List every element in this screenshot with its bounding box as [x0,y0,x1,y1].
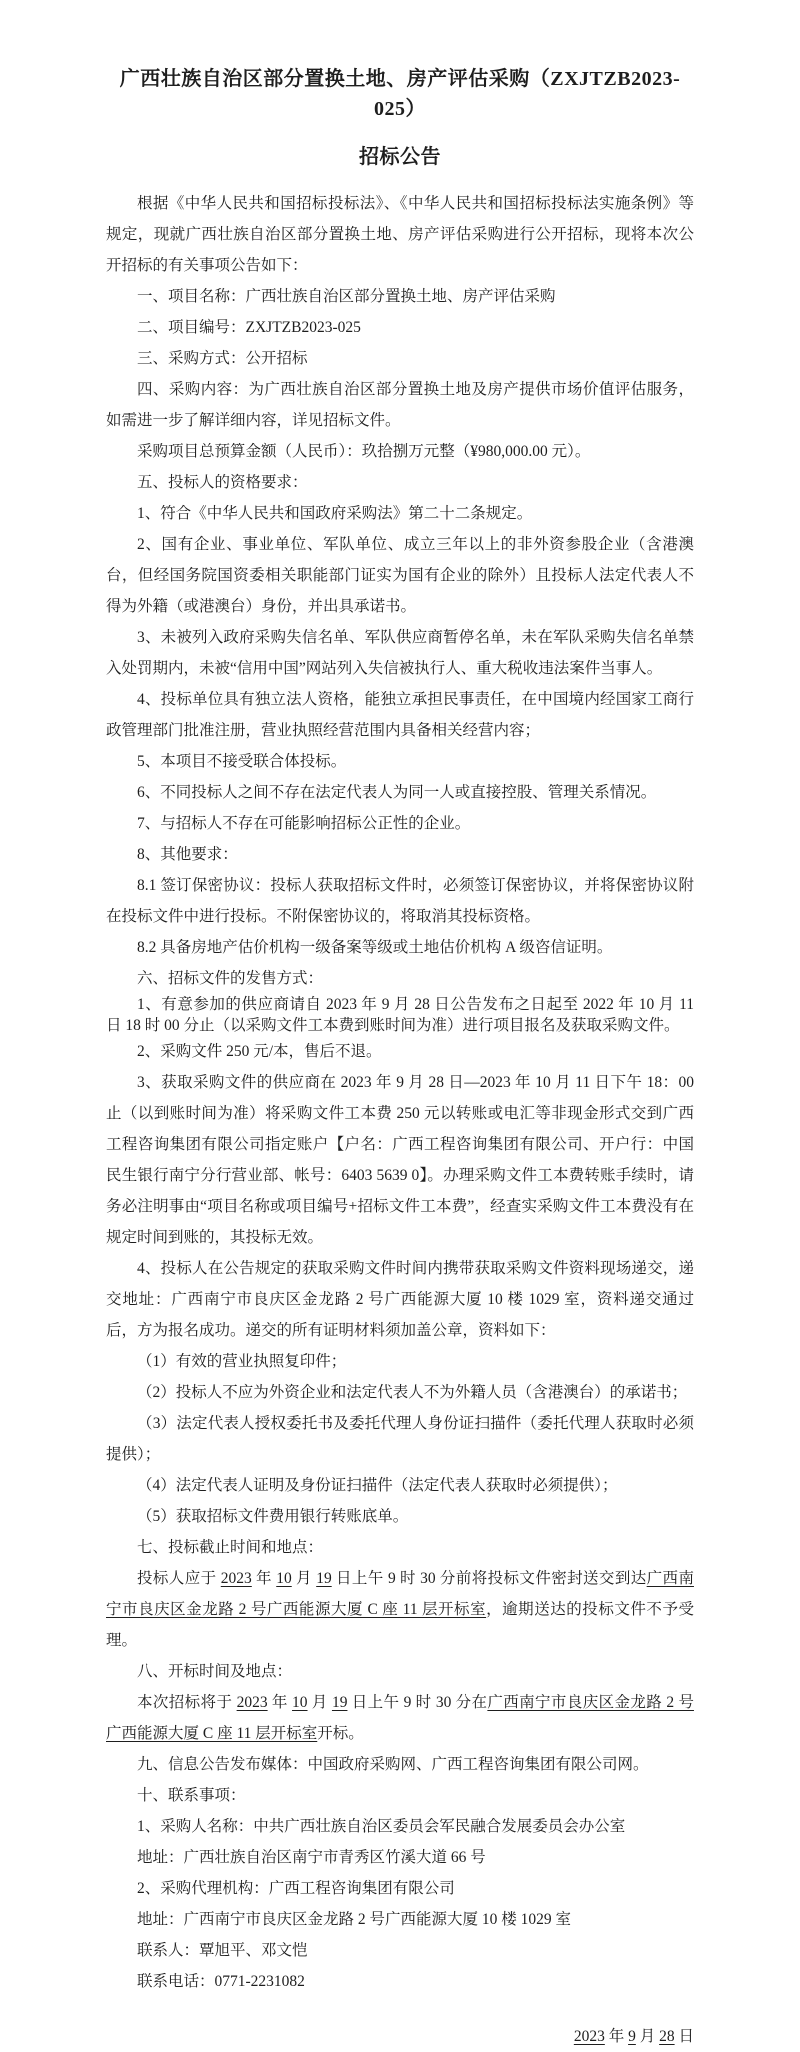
text-run: 八、开标时间及地点： [137,1663,293,1680]
text-run: （4）法定代表人证明及身份证扫描件（法定代表人获取时必须提供）； [137,1477,618,1494]
text-run: 七、投标截止时间和地点： [137,1539,324,1556]
paragraph [106,839,694,870]
paragraph [106,1036,694,1067]
text-run: 2、采购代理机构：广西工程咨询集团有限公司 [137,1880,455,1897]
underlined-text-run: 19 [331,1694,348,1711]
underlined-text-run: 2023 [573,2028,605,2045]
text-run: 年 [604,2028,629,2045]
paragraph [106,1935,694,1966]
text-run: 1、采购人名称：中共广西壮族自治区委员会军民融合发展委员会办公室 [137,1818,626,1835]
paragraph [106,1253,694,1346]
paragraph [106,2021,694,2052]
underlined-text-run: 19 [316,1570,332,1587]
paragraph [106,529,694,622]
text-run: 五、投标人的资格要求： [137,474,308,491]
paragraph [106,994,694,1036]
text-run: 一、项目名称：广西壮族自治区部分置换土地、房产评估采购 [137,288,556,305]
paragraph [106,1563,694,1656]
paragraph [106,374,694,436]
paragraph [106,1501,694,1532]
paragraph [106,808,694,839]
paragraph [106,684,694,746]
underlined-text-run: 10 [276,1570,292,1587]
document-title: 广西壮族自治区部分置换土地、房产评估采购（ZXJTZB2023-025） [119,68,681,120]
text-run: 地址：广西壮族自治区南宁市青秀区竹溪大道 66 号 [137,1849,486,1866]
text-run: 四、采购内容：为广西壮族自治区部分置换土地及房产提供市场价值评估服务，如需进一步了解详细内容，详见招标文件。 [106,381,694,429]
paragraph [106,1780,694,1811]
paragraph [106,746,694,777]
text-run: 年 [267,1694,293,1711]
paragraph [106,1904,694,1935]
text-run: 日 [674,2028,694,2045]
text-run: 1、符合《中华人民共和国政府采购法》第二十二条规定。 [137,505,533,522]
underlined-text-run: 2023 [220,1570,252,1587]
text-run: 3、获取采购文件的供应商在 2023 年 9 月 28 日—2023 年 10 月 11 日下午 18：00 止（以到账时间为准）将采购文件工本费 250 元以转账或电汇等非现金形式交到广西工程咨询集团有限公司指定账户【户名：广西工程咨询集团有限公司、开户行：中国民生银行南宁分行营业部、帐号：6403 5639 0】。办理采购文件工本费转账手续时，请务必注明事由“项目名称或项目编号+招标文件工本费”，经查实采购文件工本费没有在规定时间到账的，其投标无效。 [106,1074,694,1246]
text-run: 投标人应于 [137,1570,221,1587]
underlined-text-run: 2023 [236,1694,268,1711]
text-run: 联系电话：0771-2231082 [137,1973,305,1990]
paragraph [106,281,694,312]
text-run: 8.1 签订保密协议：投标人获取招标文件时，必须签订保密协议，并将保密协议附在投标文件中进行投标。不附保密协议的，将取消其投标资格。 [106,877,694,925]
text-run: 根据《中华人民共和国招标投标法》、《中华人民共和国招标投标法实施条例》等规定，现就广西壮族自治区部分置换土地、房产评估采购进行公开招标，现将本次公开招标的有关事项公告如下： [106,195,694,274]
text-run: （2）投标人不应为外资企业和法定代表人不为外籍人员（含港澳台）的承诺书； [137,1384,688,1401]
text-run: 4、投标人在公告规定的获取采购文件时间内携带获取采购文件资料现场递交，递交地址：广西南宁市良庆区金龙路 2 号广西能源大厦 10 楼 1029 室，资料递交通过后，方为报名成功。递交的所有证明材料须加盖公章，资料如下： [106,1260,694,1339]
text-run: 8.2 具备房地产估价机构一级备案等级或土地估价机构 A 级咨信证明。 [137,939,613,956]
paragraph [106,188,694,281]
text-run: 2、国有企业、事业单位、军队单位、成立三年以上的非外资参股企业（含港澳台，但经国务院国资委相关职能部门证实为国有企业的除外）且投标人法定代表人不得为外籍（或港澳台）身份，并出具承诺书。 [106,536,694,615]
paragraph [106,1377,694,1408]
paragraph [106,1656,694,1687]
text-run: 六、招标文件的发售方式： [137,970,324,987]
paragraph [106,932,694,963]
paragraph [106,777,694,808]
text-run: 3、未被列入政府采购失信名单、军队供应商暂停名单，未在军队采购失信名单禁入处罚期内，未被“信用中国”网站列入失信被执行人、重大税收违法案件当事人。 [106,629,694,677]
text-run: 采购项目总预算金额（人民币）：玖拾捌万元整（¥980,000.00 元）。 [137,443,591,460]
paragraph [106,1873,694,1904]
text-run: 1、有意参加的供应商请自 2023 年 9 月 28 日公告发布之日起至 2022 年 10 月 11 日 18 时 00 分止（以采购文件工本费到账时间为准）进行项目报名及获取采购文件。 [106,996,694,1034]
paragraph [106,1408,694,1470]
text-run: 二、项目编号：ZXJTZB2023-025 [137,319,361,336]
text-run: ，逾期送达的投标文件不予受理。 [106,1601,694,1649]
text-run: 8、其他要求： [137,846,238,863]
underlined-text-run: 10 [292,1694,308,1711]
text-run: 6、不同投标人之间不存在法定代表人为同一人或直接控股、管理关系情况。 [137,784,657,801]
paragraph [106,312,694,343]
text-run: （1）有效的营业执照复印件； [137,1353,347,1370]
text-run: 5、本项目不接受联合体投标。 [137,753,347,770]
text-run: 十、联系事项： [137,1787,246,1804]
paragraph [106,343,694,374]
text-run: 月 [307,1694,332,1711]
paragraph [106,1687,694,1749]
text-run: 4、投标单位具有独立法人资格，能独立承担民事责任，在中国境内经国家工商行政管理部门批准注册，营业执照经营范围内具备相关经营内容； [106,691,694,739]
text-run: 月 [291,1570,317,1587]
paragraph [106,467,694,498]
document-subtitle: 招标公告 [359,146,441,168]
text-run: 三、采购方式：公开招标 [137,350,308,367]
text-run: 月 [635,2028,660,2045]
paragraph [106,1749,694,1780]
text-run: 开标。 [317,1725,364,1742]
underlined-text-run: 广西南宁市良庆区金龙路 2 号广西能源大厦 C 座 11 层开标室 [106,1694,694,1742]
paragraph [106,498,694,529]
paragraph [106,436,694,467]
paragraph [106,1346,694,1377]
paragraph [106,870,694,932]
underlined-text-run: 广西南宁市良庆区金龙路 2 号广西能源大厦 C 座 11 层开标室 [106,1570,694,1618]
text-run: 本次招标将于 [137,1694,237,1711]
paragraph [106,622,694,684]
paragraph [106,963,694,994]
underlined-text-run: 28 [659,2028,675,2045]
text-run: 联系人：覃旭平、邓文恺 [137,1942,308,1959]
text-run: 2、采购文件 250 元/本，售后不退。 [137,1043,382,1060]
text-run: （5）获取招标文件费用银行转账底单。 [137,1508,409,1525]
paragraph [106,1067,694,1253]
text-run: 7、与招标人不存在可能影响招标公正性的企业。 [137,815,471,832]
paragraph [106,1470,694,1501]
text-run: （3）法定代表人授权委托书及委托代理人身份证扫描件（委托代理人获取时必须提供）； [106,1415,694,1463]
text-run: 年 [251,1570,277,1587]
underlined-text-run: 9 [628,2028,636,2045]
document-body [106,188,694,2052]
text-run: 日上午 9 时 30 分在 [347,1694,488,1711]
text-run: 日上午 9 时 30 分前将投标文件密封送交到达 [331,1570,647,1587]
text-run: 地址：广西南宁市良庆区金龙路 2 号广西能源大厦 10 楼 1029 室 [137,1911,572,1928]
paragraph [106,1842,694,1873]
paragraph [106,1966,694,1997]
paragraph [106,1532,694,1563]
paragraph [106,1811,694,1842]
text-run: 九、信息公告发布媒体：中国政府采购网、广西工程咨询集团有限公司网。 [137,1756,649,1773]
